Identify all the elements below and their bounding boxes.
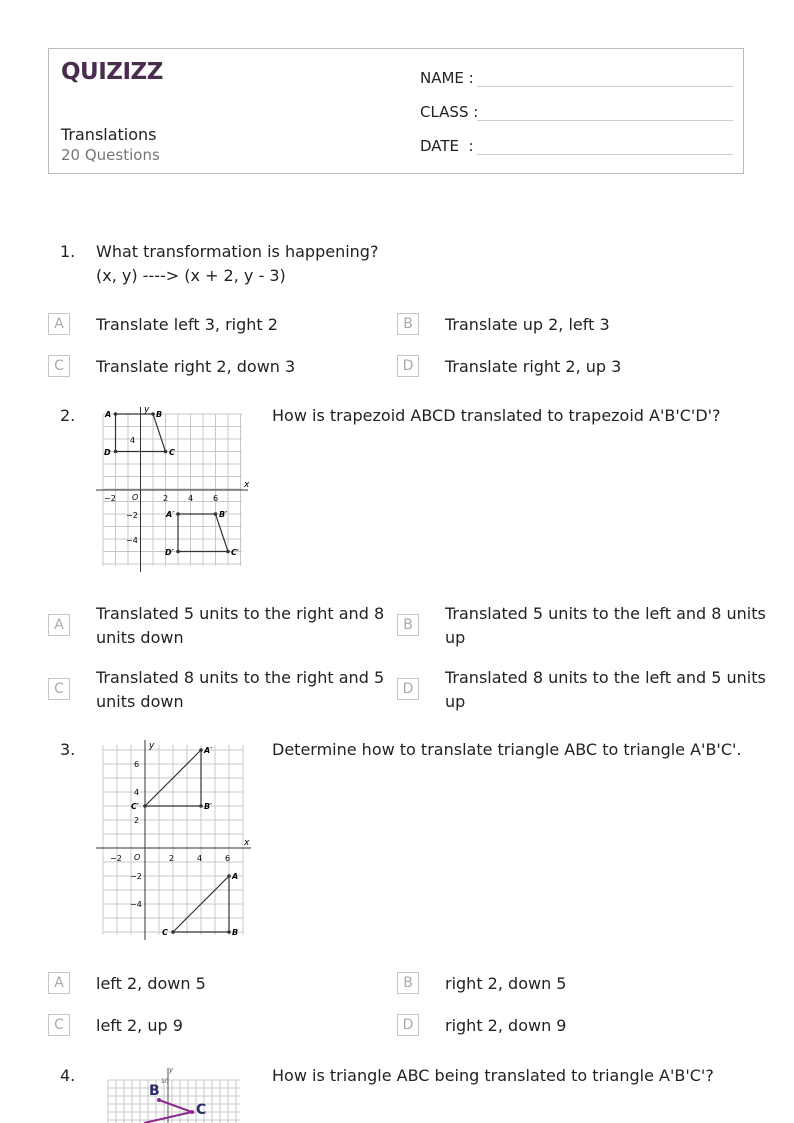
point-c (190, 1110, 194, 1114)
tick-label-y: 4 (130, 436, 136, 445)
point-label: B (232, 928, 239, 937)
option-text-line: up (445, 628, 466, 647)
question-text: Determine how to translate triangle ABC to triangle A'B'C'. (272, 740, 742, 759)
option-text[interactable]: Translate right 2, down 3 (96, 357, 296, 376)
option-text-line: Translated 5 units to the left and 8 units (445, 604, 766, 623)
tick-label-x: O (132, 493, 139, 502)
point-label: B′ (219, 510, 228, 519)
option-text[interactable]: left 2, up 9 (96, 1016, 183, 1035)
point-label: A′ (204, 746, 213, 755)
worksheet-title: Translations (61, 125, 157, 144)
date-line (477, 154, 733, 155)
tick-label-x: 2 (169, 854, 175, 863)
option-letter-box[interactable]: A (48, 313, 70, 335)
tick-label-x: −2 (104, 494, 116, 503)
tick-label-y: 4 (134, 788, 140, 797)
axis-label-y: y (169, 1066, 174, 1074)
name-line (477, 86, 733, 87)
point-label: C′ (231, 548, 239, 557)
tick-label-x: 4 (188, 494, 194, 503)
question-text: How is triangle ABC being translated to triangle A'B'C'? (272, 1066, 714, 1085)
point-label: C (169, 448, 175, 457)
question-count: 20 Questions (61, 146, 160, 164)
date-field[interactable] (420, 137, 474, 155)
point-label: B (149, 1083, 160, 1099)
option-letter-box[interactable]: A (48, 972, 70, 994)
point-label: B (156, 410, 163, 419)
option-letter-box[interactable]: A (48, 614, 70, 636)
tick-label-y: 2 (134, 816, 140, 825)
axis-label-x: x (244, 838, 250, 848)
point-label: D′ (165, 548, 174, 557)
option-text[interactable] (96, 666, 384, 714)
option-text-line: Translated 5 units to the right and 8 (96, 604, 385, 623)
point-label: A′ (166, 510, 175, 519)
question-number: 1. (60, 242, 76, 261)
option-text-line: up (445, 692, 466, 711)
points (114, 412, 230, 553)
question-text: How is trapezoid ABCD translated to trapezoid A'B'C'D'? (272, 406, 721, 425)
option-text-line: Translated 8 units to the right and 5 (96, 668, 385, 687)
option-text-line: units down (96, 692, 184, 711)
class-line (477, 120, 733, 121)
question-number: 4. (60, 1066, 76, 1085)
option-letter-box[interactable]: B (397, 614, 419, 636)
question-text (96, 240, 378, 288)
option-letter-box[interactable]: B (397, 972, 419, 994)
quizizz-logo: QUIZIZZ (61, 59, 163, 85)
question-number: 2. (60, 406, 76, 425)
option-text[interactable]: right 2, down 5 (445, 974, 567, 993)
tick-label-y: 6 (134, 760, 140, 769)
option-text[interactable]: Translate up 2, left 3 (445, 315, 610, 334)
tick-label-x: 6 (225, 854, 231, 863)
class-field[interactable] (420, 103, 478, 121)
question-number: 3. (60, 740, 76, 759)
point-label: A (105, 410, 112, 419)
option-letter-box[interactable]: C (48, 678, 70, 700)
triangle-graph-q4 (104, 1064, 244, 1123)
tick-label-x: O (134, 853, 141, 862)
option-letter-box[interactable]: D (397, 1014, 419, 1036)
option-letter-box[interactable]: D (397, 678, 419, 700)
question-text-line: (x, y) ----> (x + 2, y - 3) (96, 266, 286, 285)
option-text[interactable]: right 2, down 9 (445, 1016, 567, 1035)
tick-label-y: 10 (161, 1078, 169, 1085)
tick-label-x: 2 (163, 494, 169, 503)
tick-label-x: 6 (213, 494, 219, 503)
triangle-graph (94, 737, 256, 943)
point-label: C (196, 1102, 207, 1118)
option-text[interactable] (96, 602, 384, 650)
axis-label-y: y (149, 741, 155, 751)
worksheet-header (48, 48, 744, 174)
option-text[interactable]: Translate right 2, up 3 (445, 357, 622, 376)
option-text[interactable]: Translate left 3, right 2 (96, 315, 278, 334)
point-label: D (104, 448, 111, 457)
trapezoid-graph (94, 404, 254, 576)
option-letter-box[interactable]: C (48, 355, 70, 377)
tick-label-y: −4 (130, 900, 142, 909)
name-field[interactable] (420, 69, 474, 87)
tick-label-x: −2 (110, 854, 122, 863)
point-label: C (162, 928, 168, 937)
option-text-line: Translated 8 units to the left and 5 units (445, 668, 766, 687)
option-text[interactable]: left 2, down 5 (96, 974, 206, 993)
tick-label-y: −4 (126, 536, 138, 545)
tick-label-y: −2 (126, 511, 138, 520)
date-label: DATE : (420, 137, 474, 155)
option-text[interactable] (445, 666, 766, 714)
option-text[interactable] (445, 602, 766, 650)
point-label: B′ (204, 802, 213, 811)
tick-label-y: −2 (130, 872, 142, 881)
option-letter-box[interactable]: C (48, 1014, 70, 1036)
option-letter-box[interactable]: D (397, 355, 419, 377)
option-text-line: units down (96, 628, 184, 647)
axis-label-y: y (144, 405, 150, 415)
grid (103, 745, 243, 935)
tick-label-x: 4 (197, 854, 203, 863)
name-label: NAME : (420, 69, 474, 87)
axis-label-x: x (244, 480, 250, 490)
option-letter-box[interactable]: B (397, 313, 419, 335)
point-label: C′ (131, 802, 139, 811)
question-text-line: What transformation is happening? (96, 242, 379, 261)
point-label: A (232, 872, 239, 881)
class-label: CLASS : (420, 103, 479, 121)
